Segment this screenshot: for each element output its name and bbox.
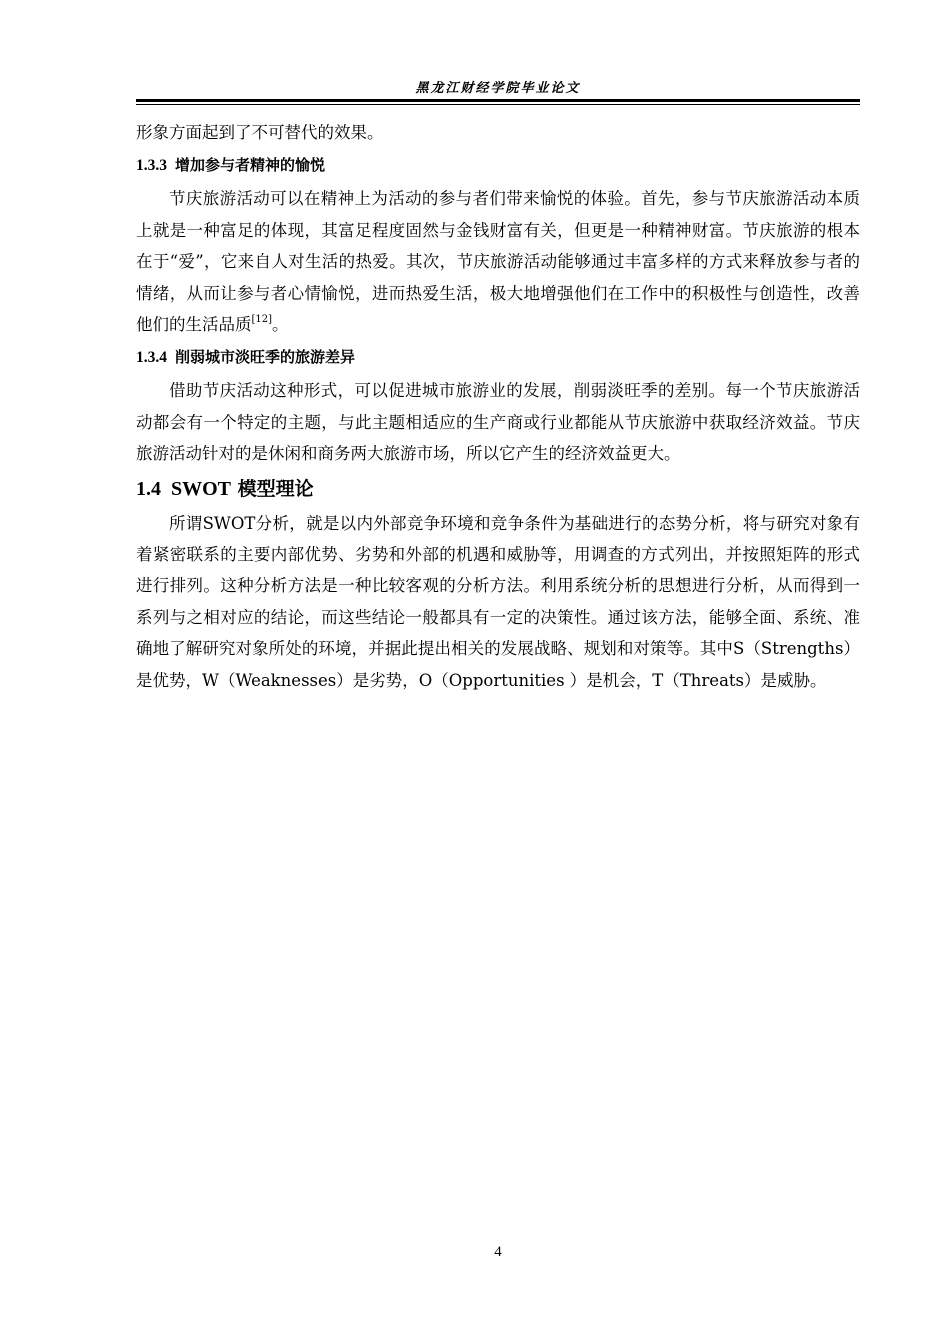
page-header: 黑龙江财经学院毕业论文 — [415, 81, 581, 96]
citation-marker: [12] — [251, 314, 273, 326]
header-rule-thick — [136, 99, 860, 102]
section-heading-1-4 — [136, 470, 860, 508]
paragraph-end: 。 — [272, 315, 289, 335]
paragraph-spiritual-joy — [136, 183, 860, 340]
page-body — [136, 117, 860, 696]
section-title-latin: SWOT — [171, 477, 232, 500]
section-title: 增加参与者精神的愉悦 — [175, 156, 326, 175]
section-title: 削弱城市淡旺季的旅游差异 — [175, 348, 356, 367]
paragraph-continuation: 形象方面起到了不可替代的效果。 — [136, 123, 384, 142]
paragraph-seasonal-difference: 借助节庆活动这种形式，可以促进城市旅游业的发展，削弱淡旺季的差别。每一个节庆旅游活动都会有一个特定的主题，与此主题相适应的生产商或行业都能从节庆旅游中获取经济效益。节庆旅游活动针对的是休闲和商务两大旅游市场，所以它产生的经济效益更大。 — [136, 381, 860, 464]
section-heading-1-3-3 — [136, 148, 860, 183]
header-rule-thin — [136, 104, 860, 105]
section-heading-1-3-4 — [136, 340, 860, 375]
section-title: 模型理论 — [231, 477, 314, 500]
section-number: 1.4 — [136, 477, 161, 500]
paragraph-swot: 所谓SWOT分析，就是以内外部竞争环境和竞争条件为基础进行的态势分析，将与研究对象有着紧密联系的主要内部优势、劣势和外部的机遇和威胁等，用调查的方式列出，并按照矩阵的形式进行排列。这种分析方法是一种比较客观的分析方法。利用系统分析的思想进行分析，从而得到一系列与之相对应的结论，而这些结论一般都具有一定的决策性。通过该方法，能够全面、系统、准确地了解研究对象所处的环境，并据此提出相关的发展战略、规划和对策等。其中S（Strengths）是优势，W（Weaknesses）是劣势，O（Opportunities ）是机会，T（Threats）是威胁。 — [136, 513, 860, 690]
section-number: 1.3.4 — [136, 349, 167, 367]
paragraph-text: 节庆旅游活动可以在精神上为活动的参与者们带来愉悦的体验。首先，参与节庆旅游活动本质上就是一种富足的体现，其富足程度固然与金钱财富有关，但更是一种精神财富。节庆旅游的根本在于“爱”，它来自人对生活的热爱。其次，节庆旅游活动能够通过丰富多样的方式来释放参与者的情绪，从而让参与者心情愉悦，进而热爱生活，极大地增强他们在工作中的积极性与创造性，改善他们的生活品质 — [136, 189, 860, 335]
section-number: 1.3.3 — [136, 157, 167, 175]
page-number: 4 — [494, 1244, 502, 1260]
